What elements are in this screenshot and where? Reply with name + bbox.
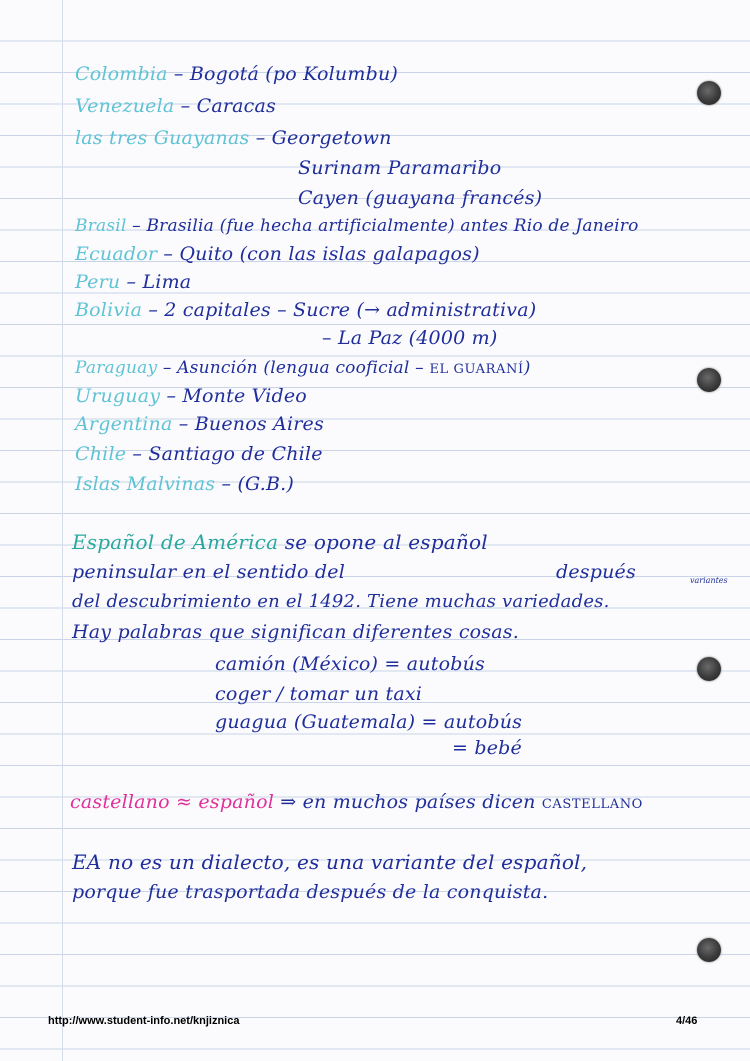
example-text: camión (México) = autobús — [215, 653, 485, 675]
capital-name: Cayen (guayana francés) — [298, 187, 543, 209]
capital-name: Buenos Aires — [194, 413, 324, 435]
castellano-line — [70, 790, 643, 817]
country-line-chile — [75, 442, 323, 466]
castellano-caps: CASTELLANO — [541, 797, 643, 812]
separator: – — [126, 216, 147, 236]
paragraph-text: Hay palabras que significan diferentes cosas. — [72, 621, 519, 643]
capital-name: Asunción (lengua cooficial – — [177, 358, 430, 378]
example-1 — [215, 652, 485, 676]
binder-hole-4 — [697, 938, 721, 962]
example-text: = bebé — [452, 737, 522, 759]
paragraph-text: peninsular en el sentido del — [72, 561, 346, 583]
separator: – — [142, 299, 165, 321]
language-name: EL GUARANÍ — [429, 362, 524, 377]
separator: – — [172, 413, 195, 435]
country-line-uruguay — [75, 384, 307, 408]
espanol-line-4 — [72, 620, 519, 644]
separator: – — [160, 385, 183, 407]
section-heading: Español de América — [72, 530, 279, 554]
capital-name: Brasilia (fue hecha artificialmente) antes Rio de Janeiro — [146, 216, 639, 236]
paragraph-text: se opone al español — [278, 530, 488, 554]
country-name: Colombia — [75, 63, 168, 85]
castellano-text: ⇒ en muchos países dicen — [274, 791, 542, 813]
country-name: Chile — [75, 443, 127, 465]
country-line-malvinas — [75, 472, 294, 496]
country-line-peru — [75, 270, 191, 294]
paragraph-text: del descubrimiento en el 1492. Tiene muchas variedades. — [72, 591, 610, 612]
side-note: variantes — [690, 576, 728, 585]
country-line-brasil — [75, 214, 639, 238]
example-2 — [215, 682, 422, 706]
country-name: Islas Malvinas — [75, 473, 216, 495]
separator: – — [215, 473, 238, 495]
capital-name: Santiago de Chile — [148, 443, 323, 465]
country-name: Uruguay — [75, 385, 161, 407]
country-line-ecuador — [75, 242, 480, 266]
capital-name: Surinam Paramaribo — [298, 157, 502, 179]
binder-hole-2 — [697, 368, 721, 392]
capital-name: – La Paz (4000 m) — [322, 327, 498, 349]
capital-name: Quito (con las islas galapagos) — [179, 243, 480, 265]
country-line-cayen — [298, 186, 542, 210]
paragraph-text: después — [556, 561, 636, 583]
capital-name: Bogotá (po Kolumbu) — [189, 63, 398, 85]
country-name: Bolivia — [75, 299, 143, 321]
capital-name: Lima — [142, 271, 192, 293]
capital-name: 2 capitales – Sucre (→ administrativa) — [164, 299, 537, 321]
country-line-bolivia — [75, 298, 536, 322]
espanol-line-2a — [72, 560, 345, 584]
country-name: Argentina — [75, 413, 173, 435]
separator: – — [157, 358, 178, 378]
separator: – — [174, 95, 197, 117]
castellano-term: castellano ≈ español — [70, 791, 274, 813]
country-name: Ecuador — [75, 243, 158, 265]
country-line-guayanas — [75, 126, 392, 150]
country-line-surinam — [298, 156, 501, 180]
country-name: Peru — [75, 271, 121, 293]
separator: – — [249, 127, 272, 149]
country-name: Venezuela — [75, 95, 175, 117]
capital-name: Georgetown — [271, 127, 392, 149]
country-name: Paraguay — [75, 358, 158, 378]
country-name: las tres Guayanas — [75, 127, 250, 149]
binder-hole-3 — [697, 657, 721, 681]
separator: – — [167, 63, 190, 85]
footer-url: http://www.student-info.net/knjiznica — [48, 1015, 240, 1027]
country-name: Brasil — [75, 216, 127, 236]
country-line-paraguay — [75, 356, 531, 382]
example-4 — [452, 736, 522, 760]
example-text: guagua (Guatemala) = autobús — [215, 711, 523, 733]
capital-name: (G.B.) — [237, 473, 295, 495]
country-line-venezuela — [75, 94, 276, 118]
example-3 — [215, 710, 522, 734]
country-line-la-paz — [322, 326, 497, 350]
binder-hole-1 — [697, 81, 721, 105]
country-line-argentina — [75, 412, 324, 436]
conclusion-line-1 — [72, 850, 587, 874]
margin-line — [62, 0, 63, 1061]
capital-name: Monte Video — [182, 385, 307, 407]
closing-paren: ) — [523, 358, 531, 378]
espanol-line-3 — [72, 590, 610, 614]
example-text: coger / tomar un taxi — [215, 683, 423, 705]
country-line-colombia — [75, 62, 398, 86]
conclusion-line-2 — [72, 880, 548, 904]
paragraph-text: EA no es un dialecto, es una variante del español, — [72, 850, 588, 874]
espanol-line-1 — [72, 530, 488, 554]
paragraph-text: porque fue trasportada después de la conquista. — [72, 881, 549, 903]
espanol-line-2b — [556, 560, 636, 584]
capital-name: Caracas — [196, 95, 276, 117]
separator: – — [126, 443, 149, 465]
footer-page-number: 4/46 — [676, 1015, 698, 1027]
separator: – — [157, 243, 180, 265]
separator: – — [120, 271, 143, 293]
